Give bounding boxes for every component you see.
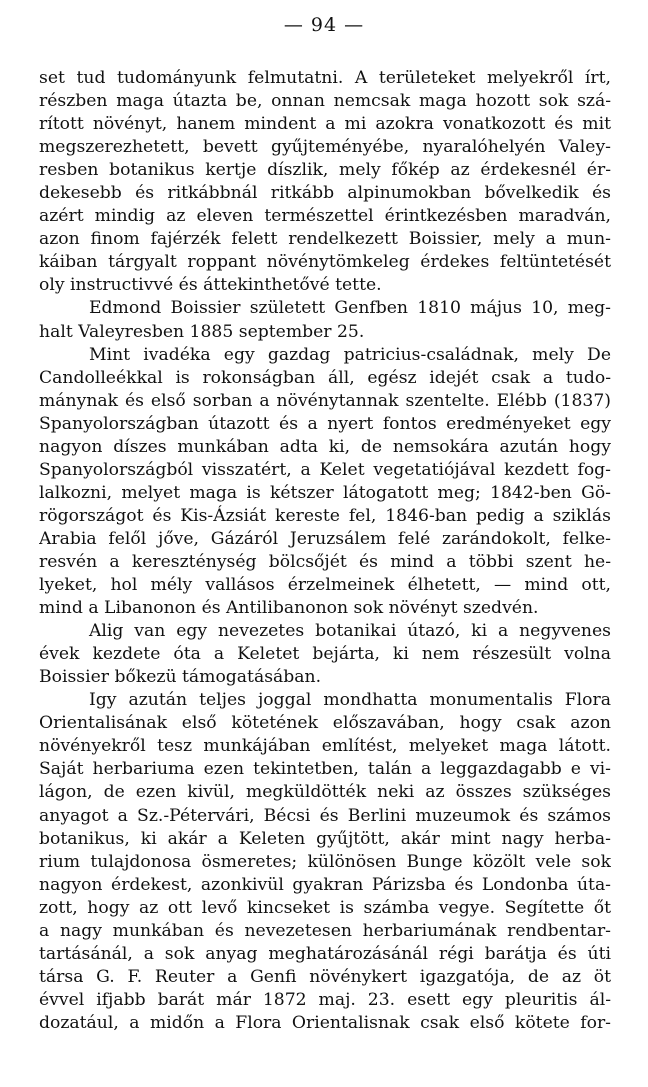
text-line: Edmond Boissier született Genfben 1810 május 10, meg- [89,298,611,319]
text-line: azért mindig az eleven természettel érintkezésben maradván, [39,206,611,227]
text-line: oly instructivvé és áttekinthetővé tette. [39,275,382,296]
text-line: tartásánál, a sok anyag meghatározásánál régi barátja és úti [39,943,611,964]
text-line: Mint ivadéka egy gazdag patricius-családnak, mely De [89,344,611,365]
body-text [39,67,611,1035]
text-line: Saját herbariuma ezen tekintetben, talán a leggazdagabb e vi- [39,759,611,780]
page-number: — 94 — [283,14,365,36]
text-line: évek kezdete óta a Keletet bejárta, ki nem részesült volna [39,644,611,665]
text-line: botanikus, ki akár a Keleten gyűjtött, akár mint nagy herba- [39,828,611,849]
text-line: Candolleékkal is rokonságban áll, egész idejét csak a tudo- [39,367,611,388]
text-line: set tud tudományunk felmutatni. A területeket melyekről írt, [39,68,611,88]
text-line: rögországot és Kis-Ázsiát kereste fel, 1846-ban pedig a sziklás [39,505,611,526]
text-line: Arabia felől jőve, Gázáról Jeruzsálem felé zarándokolt, felke- [39,528,611,549]
text-line: lyeket, hol mély vallásos érzelmeinek élhetett, — mind ott, [39,575,611,596]
text-line: zott, hogy az ott levő kincseket is számba vegye. Segítette őt [39,897,611,918]
text-line: rium tulajdonosa ösmeretes; különösen Bunge közölt vele sok [39,851,611,872]
text-line: anyagot a Sz.-Pétervári, Bécsi és Berlini muzeumok és számos [39,805,611,826]
text-line: évvel ifjabb barát már 1872 maj. 23. esett egy pleuritis ál- [39,989,611,1010]
text-line: resvén a kereszténység bölcsőjét és mind a többi szent he- [39,551,611,572]
text-line: a nagy munkában és nevezetesen herbariumának rendbentar- [39,920,611,941]
text-line: Boissier bőkezü támogatásában. [39,667,322,688]
text-line: Igy azután teljes joggal mondhatta monumentalis Flora [89,690,611,711]
text-line: resben botanikus kertje díszlik, mely főkép az érdekesnél ér- [39,160,611,181]
text-line: dozatául, a midőn a Flora Orientalisnak csak első kötete for- [39,1012,611,1033]
text-line: részben maga útazta be, onnan nemcsak maga hozott sok szá- [39,91,611,112]
text-line: Alig van egy nevezetes botanikai útazó, ki a negyvenes [89,621,611,642]
text-line: növényekről tesz munkájában említést, melyeket maga látott. [39,736,611,757]
text-line: mind a Libanonon és Antilibanonon sok növényt szedvén. [39,598,539,619]
text-line: társa G. F. Reuter a Genfi növénykert igazgatója, de az öt [39,966,611,987]
text-line: Spanyolországban útazott és a nyert fontos eredményeket egy [39,413,611,434]
text-line: Orientalisának első kötetének előszavában, hogy csak azon [39,713,611,734]
text-line: nagyon díszes munkában adta ki, de nemsokára azután hogy [39,436,611,457]
text-line: nagyon érdekest, azonkivül gyakran Párizsba és Londonba úta- [39,874,611,895]
text-line: halt Valeyresben 1885 september 25. [39,321,365,342]
text-line: Spanyolországból visszatért, a Kelet vegetatiójával kezdett fog- [39,459,611,480]
text-line: megszerezhetett, bevett gyűjteményébe, nyaralóhelyén Valey- [39,137,611,158]
text-line: lágon, de ezen kivül, megküldötték neki az összes szükséges [39,782,611,803]
text-line: mánynak és első sorban a növénytannak szentelte. Elébb (1837) [39,390,611,411]
text-line: lalkozni, melyet maga is kétszer látogatott meg; 1842-ben Gö- [39,482,611,503]
text-line: azon finom fajérzék felett rendelkezett Boissier, mely a mun- [39,229,611,250]
text-line: rított növényt, hanem mindent a mi azokra vonatkozott és mit [39,114,611,135]
text-line: dekesebb és ritkábbnál ritkább alpinumokban bővelkedik és [39,183,611,204]
text-line: káiban tárgyalt roppant növénytömkeleg érdekes feltüntetését [39,252,611,273]
